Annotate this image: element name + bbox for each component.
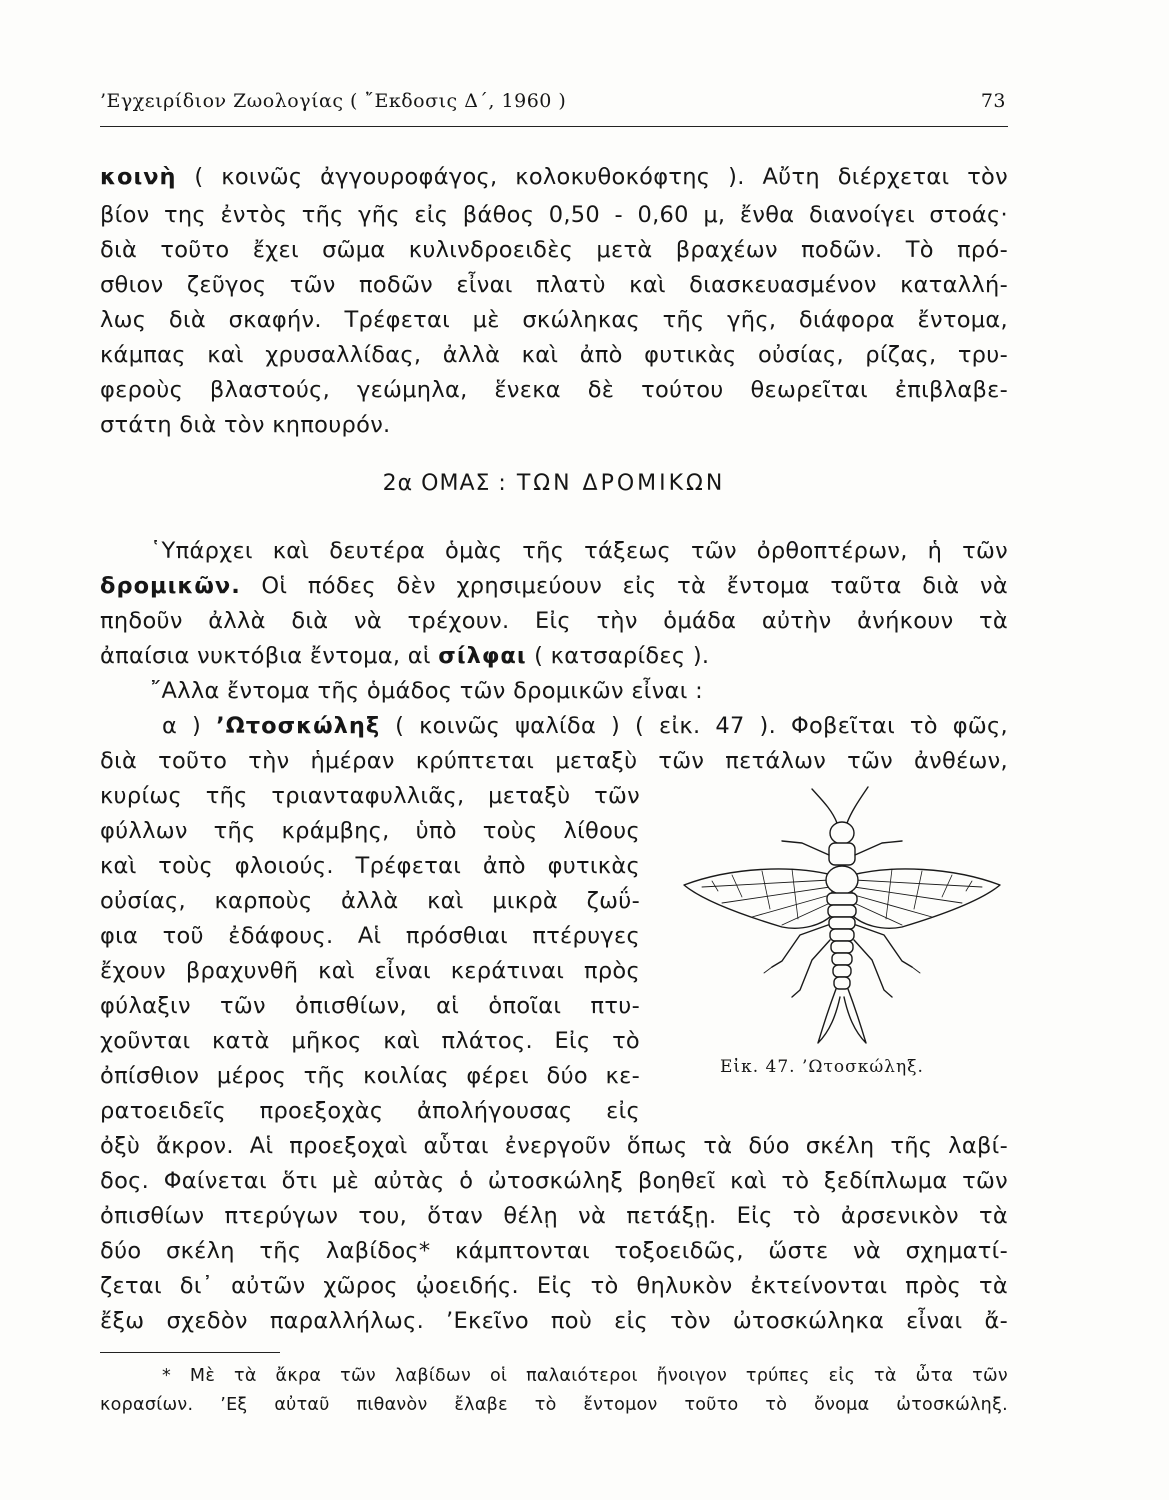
header-rule [100, 126, 1008, 127]
text-line [162, 712, 1008, 740]
bold-term: ’Ωτοσκώληξ [216, 713, 381, 739]
earwig-figure [672, 785, 1008, 1085]
text-line: φεροὺς βλαστούς, γεώμηλα, ἕνεκα δὲ τούτου θεωρεῖται ἐπιβλαβε- [100, 377, 1008, 403]
bold-term: δρομικῶν. [100, 573, 241, 599]
text-span: ἀπαίσια νυκτόβια ἔντομα, αἱ [100, 643, 439, 669]
text-span: Οἱ πόδες δὲν χρησιμεύουν εἰς τὰ ἔντομα ταῦτα διὰ νὰ [240, 573, 1008, 599]
text-line: πηδοῦν ἀλλὰ διὰ νὰ τρέχουν. Εἰς τὴν ὁμάδα αὐτὴν ἀνήκουν τὰ [100, 608, 1008, 634]
text-line: διὰ τοῦτο ἔχει σῶμα κυλινδροειδὲς μετὰ βραχέων ποδῶν. Τὸ πρό- [100, 237, 1008, 263]
text-line: κυρίως τῆς τριανταφυλλιᾶς, μεταξὺ τῶν [100, 783, 640, 809]
running-header [100, 90, 1008, 128]
page-number: 73 [980, 90, 1006, 112]
text-span: ( κατσαρίδες ). [526, 643, 710, 669]
text-line: διὰ τοῦτο τὴν ἡμέραν κρύπτεται μεταξὺ τῶν πετάλων τῶν ἀνθέων, [100, 748, 1008, 774]
text-line: ζεται δι᾽ αὐτῶν χῶρος ᾠοειδής. Εἰς τὸ θηλυκὸν ἐκτείνονται πρὸς τὰ [100, 1273, 1008, 1299]
bold-term: σίλφαι [438, 643, 527, 669]
heading-title: ΤΩΝ ΔΡΟΜΙΚΩΝ [516, 471, 726, 496]
text-line: καὶ τοὺς φλοιούς. Τρέφεται ἀπὸ φυτικὰς [100, 853, 640, 879]
text-line: ἔχουν βραχυνθῆ καὶ εἶναι κεράτιναι πρὸς [100, 958, 640, 984]
section-heading [100, 470, 1008, 498]
text-line [100, 572, 1008, 600]
text-line: οὐσίας, καρποὺς ἀλλὰ καὶ μικρὰ ζωΰ- [100, 888, 640, 914]
text-line: δος. Φαίνεται ὅτι μὲ αὐτὰς ὁ ὠτοσκώληξ βοηθεῖ καὶ τὸ ξεδίπλωμα τῶν [100, 1168, 1008, 1194]
text-line: χοῦνται κατὰ μῆκος καὶ πλάτος. Εἰς τὸ [100, 1028, 640, 1054]
text-line: ὀξὺ ἄκρον. Αἱ προεξοχαὶ αὗται ἐνεργοῦν ὅπως τὰ δύο σκέλη τῆς λαβί- [100, 1133, 1008, 1159]
earwig-illustration-icon [672, 785, 1008, 1055]
list-label: α ) [162, 713, 217, 739]
text-line: ὀπισθίων πτερύγων του, ὅταν θέλῃ νὰ πετάξῃ. Εἰς τὸ ἀρσενικὸν τὰ [100, 1203, 1008, 1229]
bold-term: κοινὴ [100, 164, 177, 190]
text-line: ὀπίσθιον μέρος τῆς κοιλίας φέρει δύο κε- [100, 1063, 640, 1089]
text-line [100, 163, 1008, 191]
footnote-line: * Μὲ τὰ ἄκρα τῶν λαβίδων οἱ παλαιότεροι ἤνοιγον τρύπες εἰς τὰ ὦτα τῶν [162, 1366, 1008, 1386]
footnote-rule [100, 1352, 280, 1353]
footnote-line: κορασίων. ’Εξ αὐταῦ πιθανὸν ἔλαβε τὸ ἔντομον τοῦτο τὸ ὄνομα ὠτοσκώληξ. [100, 1395, 1008, 1415]
text-line: ῾Υπάρχει καὶ δευτέρα ὁμὰς τῆς τάξεως τῶν ὀρθοπτέρων, ἡ τῶν [150, 538, 1008, 564]
text-line: στάτη διὰ τὸν κηπουρόν. [100, 412, 391, 438]
text-span: ( κοινῶς ἀγγουροφάγος, κολοκυθοκόφτης ). Αὔτη διέρχεται τὸν [176, 164, 1008, 190]
text-line: σθιον ζεῦγος τῶν ποδῶν εἶναι πλατὺ καὶ διασκευασμένον καταλλή- [100, 272, 1008, 298]
text-line: φύλαξιν τῶν ὀπισθίων, αἱ ὁποῖαι πτυ- [100, 993, 640, 1019]
text-line: δύο σκέλη τῆς λαβίδος* κάμπτονται τοξοειδῶς, ὥστε νὰ σχηματί- [100, 1238, 1008, 1264]
text-line: φύλλων τῆς κράμβης, ὑπὸ τοὺς λίθους [100, 818, 640, 844]
text-span: ( κοινῶς ψαλίδα ) ( εἰκ. 47 ). Φοβεῖται τὸ φῶς, [380, 713, 1008, 739]
figure-caption: Εἰκ. 47. ’Ωτοσκώληξ. [720, 1057, 924, 1077]
text-line: ῎Αλλα ἔντομα τῆς ὁμάδος τῶν δρομικῶν εἶναι : [150, 678, 703, 704]
heading-prefix: 2α ΟΜΑΣ : [382, 471, 507, 496]
book-title: ’Εγχειρίδιον Ζωολογίας ( ῎Εκδοσις Δ΄, 1960 ) [100, 90, 567, 112]
text-line: φια τοῦ ἐδάφους. Αἱ πρόσθιαι πτέρυγες [100, 923, 640, 949]
text-line: βίον της ἐντὸς τῆς γῆς εἰς βάθος 0,50 - 0,60 μ, ἔνθα διανοίγει στοάς· [100, 202, 1008, 228]
text-line: λως διὰ σκαφήν. Τρέφεται μὲ σκώληκας τῆς γῆς, διάφορα ἔντομα, [100, 307, 1008, 333]
text-line: ρατοειδεῖς προεξοχὰς ἀπολήγουσας εἰς [100, 1098, 640, 1124]
text-line: κάμπας καὶ χρυσαλλίδας, ἀλλὰ καὶ ἀπὸ φυτικὰς οὐσίας, ρίζας, τρυ- [100, 342, 1008, 368]
text-line [100, 642, 1008, 670]
text-line: ἔξω σχεδὸν παραλλήλως. ’Εκεῖνο ποὺ εἰς τὸν ὠτοσκώληκα εἶναι ἄ- [100, 1308, 1008, 1334]
